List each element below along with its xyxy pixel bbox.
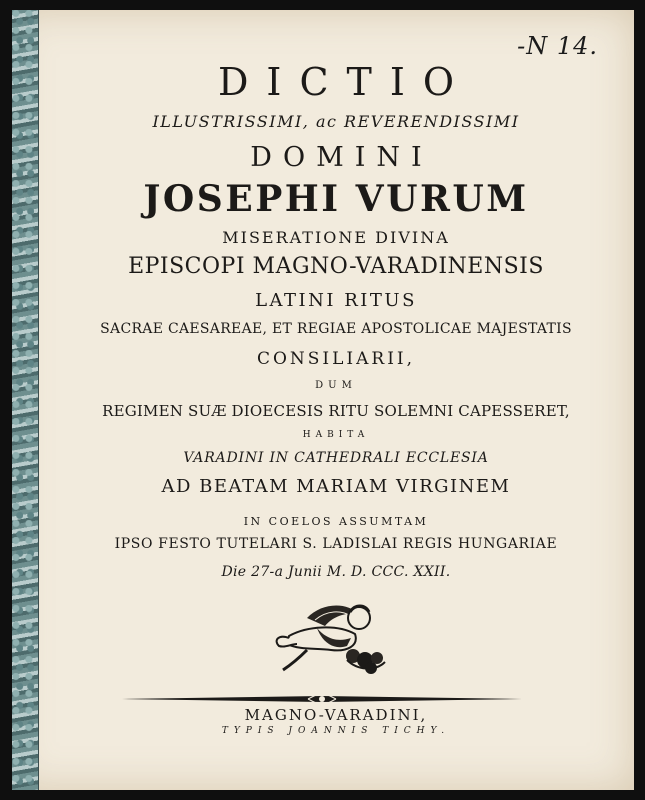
beatam-mariam-line: AD BEATAM MARIAM VIRGINEM: [161, 476, 511, 497]
episcopi-line: EPISCOPI MAGNO-VARADINENSIS: [128, 254, 544, 279]
ornamental-rule-icon: [122, 692, 522, 706]
ritus-line: LATINI RITUS: [255, 290, 417, 311]
marbled-binding-strip: [12, 10, 39, 790]
domini-line: DOMINI: [250, 142, 433, 173]
majestatis-line: SACRAE CAESAREAE, ET REGIAE APOSTOLICAE MAJESTATIS: [100, 321, 572, 337]
consiliarii-line: CONSILIARII,: [256, 349, 416, 369]
habita-line: HABITA: [302, 430, 370, 440]
title: DICTIO: [217, 60, 473, 104]
handwritten-number: -N 14.: [517, 32, 598, 60]
imprint-place: MAGNO-VARADINI,: [244, 706, 428, 724]
date-line: Die 27-a Junii M. D. CCC. XXII.: [221, 564, 451, 580]
miseratione-line: MISERATIONE DIVINA: [222, 228, 450, 247]
regimen-line: REGIMEN SUÆ DIOECESIS RITU SOLEMNI CAPESSERET,: [102, 402, 570, 420]
dum-line: DUM: [315, 380, 357, 391]
document-page: [12, 10, 634, 790]
cherub-vignette-icon: [267, 600, 392, 680]
honorific-line: ILLUSTRISSIMI, ac REVERENDISSIMI: [152, 112, 520, 131]
coelos-line: IN COELOS ASSUMTAM: [243, 515, 429, 528]
imprint-printer: TYPIS JOANNIS TICHY.: [221, 726, 451, 736]
varadini-line: VARADINI IN CATHEDRALI ECCLESIA: [183, 450, 489, 466]
festo-line: IPSO FESTO TUTELARI S. LADISLAI REGIS HUNGARIAE: [114, 536, 558, 552]
author-name: JOSEPHI VURUM: [143, 178, 529, 220]
